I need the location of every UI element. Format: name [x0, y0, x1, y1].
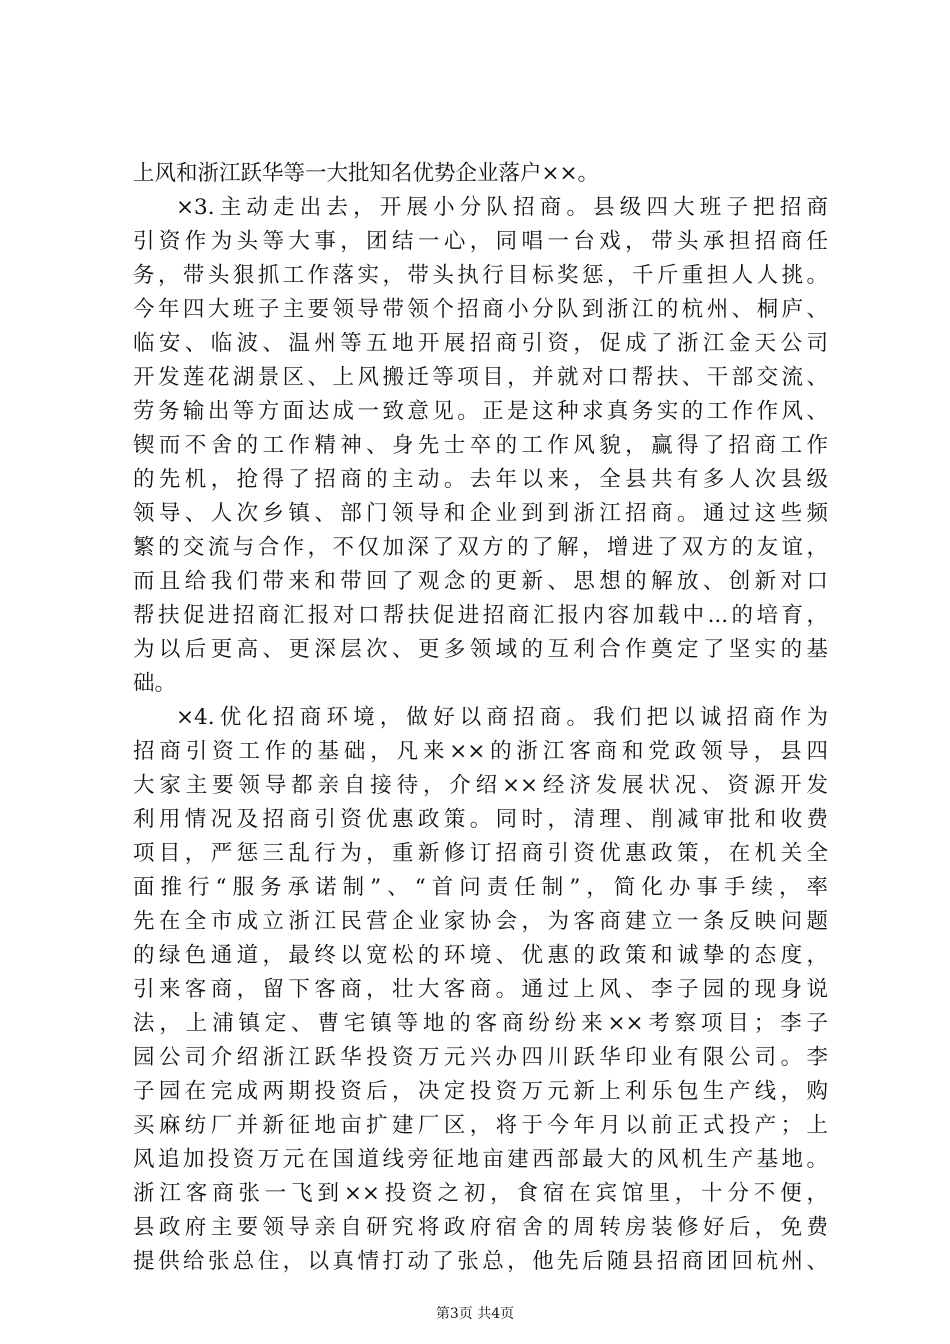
text-line: 法，上浦镇定、曹宅镇等地的客商纷纷来××考察项目；李子 — [133, 1011, 828, 1036]
text-line: 临安、临波、温州等五地开展招商引资，促成了浙江金天公司 — [133, 331, 828, 356]
text-line: 先在全市成立浙江民营企业家协会，为客商建立一条反映问题 — [133, 909, 828, 934]
document-body — [133, 157, 828, 1279]
paragraph-heading-4: ×4.优化招商环境，做好以商招商。我们把以诚招商作为 — [176, 705, 828, 730]
text-line: 帮扶促进招商汇报对口帮扶促进招商汇报内容加载中...的培育， — [133, 603, 828, 628]
text-line: 大家主要领导都亲自接待，介绍××经济发展状况、资源开发 — [133, 773, 828, 798]
text-line: 浙江客商张一飞到××投资之初，食宿在宾馆里，十分不便， — [133, 1181, 828, 1206]
text-line: 县政府主要领导亲自研究将政府宿舍的周转房装修好后，免费 — [133, 1215, 828, 1240]
text-line: 今年四大班子主要领导带领个招商小分队到浙江的杭州、桐庐、 — [133, 297, 828, 322]
text-line: 锲而不舍的工作精神、身先士卒的工作风貌，赢得了招商工作 — [133, 433, 828, 458]
text-line: 开发莲花湖景区、上风搬迁等项目，并就对口帮扶、干部交流、 — [133, 365, 828, 390]
text-line: 务，带头狠抓工作落实，带头执行目标奖惩，千斤重担人人挑。 — [133, 263, 828, 288]
text-line: 买麻纺厂并新征地亩扩建厂区，将于今年月以前正式投产；上 — [133, 1113, 828, 1138]
text-line: 为以后更高、更深层次、更多领域的互利合作奠定了坚实的基 — [133, 637, 828, 662]
text-line: 园公司介绍浙江跃华投资万元兴办四川跃华印业有限公司。李 — [133, 1045, 828, 1070]
text-line: 子园在完成两期投资后，决定投资万元新上利乐包生产线，购 — [133, 1079, 828, 1104]
text-line: 上风和浙江跃华等一大批知名优势企业落户××。 — [133, 161, 600, 186]
text-line: 风追加投资万元在国道线旁征地亩建西部最大的风机生产基地。 — [133, 1147, 828, 1172]
text-line: 的绿色通道，最终以宽松的环境、优惠的政策和诚挚的态度， — [133, 943, 828, 968]
text-line: 的先机，抢得了招商的主动。去年以来，全县共有多人次县级 — [133, 467, 828, 492]
page-number-footer: 第3页 共4页 — [435, 1306, 515, 1322]
text-line: 利用情况及招商引资优惠政策。同时，清理、削减审批和收费 — [133, 807, 828, 832]
text-line: 项目，严惩三乱行为，重新修订招商引资优惠政策，在机关全 — [133, 841, 828, 866]
text-line: 领导、人次乡镇、部门领导和企业到到浙江招商。通过这些频 — [133, 501, 828, 526]
paragraph-heading-3: ×3.主动走出去，开展小分队招商。县级四大班子把招商 — [176, 195, 828, 220]
text-line: 引资作为头等大事，团结一心，同唱一台戏，带头承担招商任 — [133, 229, 828, 254]
text-line: 劳务输出等方面达成一致意见。正是这种求真务实的工作作风、 — [133, 399, 828, 424]
text-line: 提供给张总住，以真情打动了张总，他先后随县招商团回杭州、 — [133, 1249, 828, 1274]
text-line: 面推行“服务承诺制”、“首问责任制”，简化办事手续，率 — [133, 875, 828, 900]
text-line: 础。 — [133, 671, 177, 696]
text-line: 招商引资工作的基础，凡来××的浙江客商和党政领导，县四 — [133, 739, 828, 764]
text-line: 而且给我们带来和带回了观念的更新、思想的解放、创新对口 — [133, 569, 828, 594]
text-line: 引来客商，留下客商，壮大客商。通过上风、李子园的现身说 — [133, 977, 828, 1002]
text-line: 繁的交流与合作，不仅加深了双方的了解，增进了双方的友谊， — [133, 535, 828, 560]
